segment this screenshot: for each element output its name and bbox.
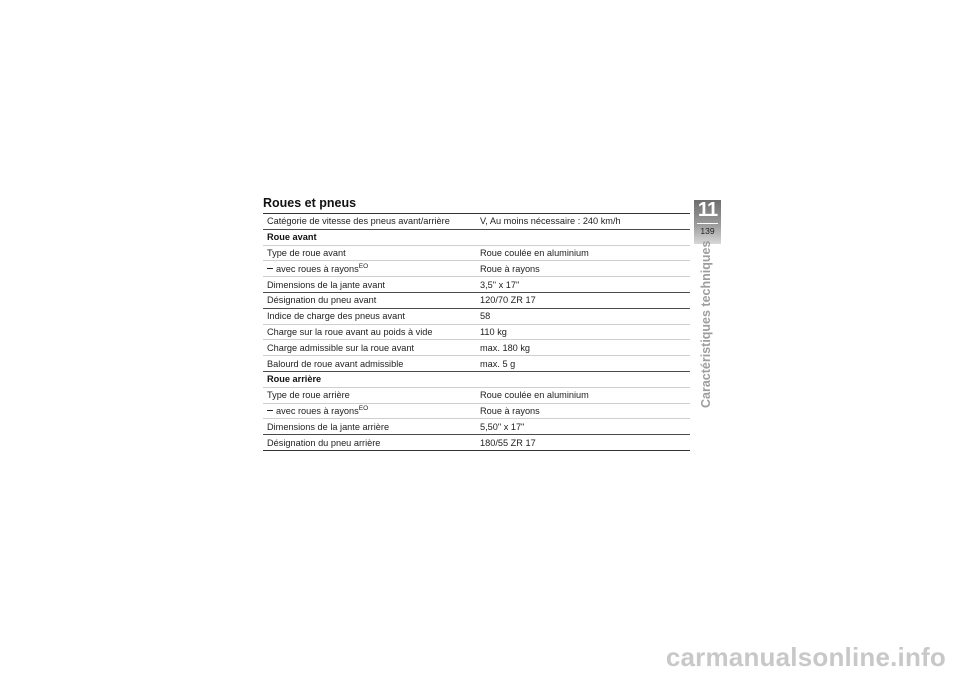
section-heading-rear — [263, 371, 690, 387]
row-label: avec roues à rayons — [276, 263, 359, 274]
table-row — [263, 356, 690, 372]
chapter-number: 11 — [697, 199, 718, 221]
row-value: Roue coulée en aluminium — [476, 245, 690, 261]
page-number: 139 — [700, 226, 715, 236]
table-row — [263, 403, 690, 419]
section-title: Roues et pneus — [263, 196, 357, 210]
row-label: Charge admissible sur la roue avant — [263, 340, 476, 356]
option-superscript: EO — [358, 404, 369, 412]
row-label: Catégorie de vitesse des pneus avant/arrière — [263, 214, 476, 230]
row-value: 58 — [476, 308, 690, 324]
row-value: V, Au moins nécessaire : 240 km/h — [476, 214, 690, 230]
spec-table — [263, 213, 690, 451]
section-heading-front — [263, 229, 690, 245]
row-label: Type de roue avant — [263, 245, 476, 261]
section-heading: Roue arrière — [263, 371, 690, 387]
dash-icon — [267, 410, 273, 412]
row-label-cell — [263, 261, 476, 277]
table-row — [263, 387, 690, 403]
dash-icon — [267, 268, 273, 270]
row-value: max. 180 kg — [476, 340, 690, 356]
table-row — [263, 324, 690, 340]
row-value: 180/55 ZR 17 — [476, 435, 690, 451]
table-row — [263, 277, 690, 293]
table-row — [263, 308, 690, 324]
table-row — [263, 214, 690, 230]
row-value: Roue à rayons — [476, 403, 690, 419]
row-label-cell — [263, 403, 476, 419]
row-label: avec roues à rayons — [276, 405, 359, 416]
chapter-title: Caractéristiques techniques — [699, 240, 713, 408]
table-row — [263, 340, 690, 356]
section-heading: Roue avant — [263, 229, 690, 245]
table-row — [263, 245, 690, 261]
row-label: Désignation du pneu arrière — [263, 435, 476, 451]
table-row — [263, 261, 690, 277]
table-row — [263, 292, 690, 308]
row-label: Charge sur la roue avant au poids à vide — [263, 324, 476, 340]
row-value: 5,50" x 17" — [476, 419, 690, 435]
watermark: carmanualsonline.info — [665, 642, 946, 672]
row-label: Indice de charge des pneus avant — [263, 308, 476, 324]
row-value: 120/70 ZR 17 — [476, 292, 690, 308]
row-label: Balourd de roue avant admissible — [263, 356, 476, 372]
row-label: Dimensions de la jante avant — [263, 277, 476, 293]
row-value: Roue coulée en aluminium — [476, 387, 690, 403]
row-value: 110 kg — [476, 324, 690, 340]
chapter-divider — [697, 223, 718, 224]
row-label: Dimensions de la jante arrière — [263, 419, 476, 435]
row-value: 3,5" x 17" — [476, 277, 690, 293]
row-value: Roue à rayons — [476, 261, 690, 277]
table-row — [263, 419, 690, 435]
option-superscript: EO — [358, 262, 369, 270]
row-label: Désignation du pneu avant — [263, 292, 476, 308]
row-label: Type de roue arrière — [263, 387, 476, 403]
row-value: max. 5 g — [476, 356, 690, 372]
table-row — [263, 435, 690, 451]
